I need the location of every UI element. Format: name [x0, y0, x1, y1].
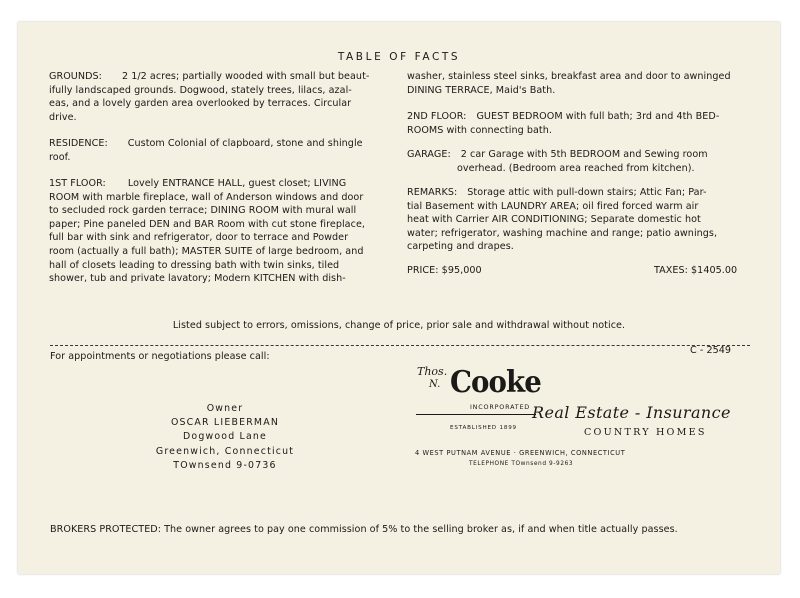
garage-label: GARAGE: — [407, 149, 451, 160]
remarks-line-3: heat with Carrier AIR CONDITIONING; Separate domestic hot — [407, 214, 701, 226]
owner-block — [130, 402, 320, 473]
agency-tagline: Real Estate - Insurance — [532, 403, 731, 422]
continued-section — [407, 70, 767, 97]
residence-line-2: roof. — [49, 151, 71, 163]
remarks-line-1: Storage attic with pull-down stairs; Attic Fan; Par- — [467, 187, 707, 198]
agency-initial: N. — [429, 379, 441, 390]
garage-section — [407, 148, 767, 175]
grounds-label: GROUNDS: — [49, 71, 102, 82]
appointments-text: For appointments or negotiations please call: — [50, 351, 270, 362]
grounds-line-2: ifully landscaped grounds. Dogwood, stately trees, lilacs, azal- — [49, 84, 352, 96]
first-floor-label: 1ST FLOOR: — [49, 178, 106, 189]
agency-block — [414, 365, 754, 485]
remarks-label: REMARKS: — [407, 187, 458, 198]
grounds-line-4: drive. — [49, 111, 77, 123]
first-floor-line-8: shower, tub and private lavatory; Modern KITCHEN with dish- — [49, 273, 346, 285]
first-floor-line-1: Lovely ENTRANCE HALL, guest closet; LIVING — [127, 178, 347, 189]
second-floor-section — [407, 110, 767, 137]
agency-incorporated: INCORPORATED — [470, 403, 530, 411]
second-floor-label: 2ND FLOOR: — [407, 111, 467, 122]
owner-name: OSCAR LIEBERMAN — [170, 417, 280, 429]
garage-line-1: 2 car Garage with 5th BEDROOM and Sewing room — [460, 149, 708, 160]
first-floor-line-6: room (actually a full bath); MASTER SUITE of large bedroom, and — [49, 245, 364, 257]
fact-sheet-card — [18, 22, 780, 574]
agency-phone: TELEPHONE TOwnsend 9-9263 — [469, 461, 574, 467]
owner-phone: TOwnsend 9-0736 — [173, 459, 277, 471]
continued-line-1: washer, stainless steel sinks, breakfast area and door to awninged — [407, 71, 731, 82]
agency-address: 4 WEST PUTNAM AVENUE · GREENWICH, CONNECTICUT — [415, 449, 626, 457]
page-title: TABLE OF FACTS — [337, 51, 461, 63]
residence-section — [49, 137, 409, 164]
grounds-line-1: 2 1/2 acres; partially wooded with small but beaut- — [121, 71, 370, 82]
first-floor-line-5: full bar with sink and refrigerator, door to terrace and Powder — [49, 232, 349, 244]
remarks-section — [407, 186, 767, 254]
grounds-section — [49, 70, 409, 124]
agency-country-homes: COUNTRY HOMES — [584, 427, 707, 438]
dashed-divider — [50, 345, 750, 346]
taxes-value: TAXES: $1405.00 — [654, 265, 738, 276]
disclaimer-text: Listed subject to errors, omissions, change of price, prior sale and withdrawal without notice. — [172, 320, 626, 331]
owner-label: Owner — [206, 403, 244, 414]
first-floor-section — [49, 177, 414, 286]
garage-line-2: overhead. (Bedroom area reached from kitchen). — [457, 162, 695, 174]
first-floor-line-4: paper; Pine paneled DEN and BAR Room with cut stone fireplace, — [49, 218, 365, 230]
second-floor-line-1: GUEST BEDROOM with full bath; 3rd and 4th BED- — [476, 111, 720, 122]
price-value: PRICE: $95,000 — [407, 265, 482, 276]
second-floor-line-2: ROOMS with connecting bath. — [407, 124, 552, 136]
agency-name-logo: Cooke — [450, 365, 541, 400]
brokers-note — [50, 523, 770, 537]
residence-label: RESIDENCE: — [49, 138, 108, 149]
first-floor-line-7: hall of closets leading to dressing bath with twin sinks, tiled — [49, 259, 340, 271]
remarks-line-4: water; refrigerator, washing machine and range; patio awnings, — [407, 227, 718, 239]
brokers-text: The owner agrees to pay one commission of 5% to the selling broker as, if and when title actually passes. — [164, 524, 678, 535]
continued-line-2: DINING TERRACE, Maid's Bath. — [407, 84, 556, 96]
reference-code: C - 2549 — [690, 345, 732, 356]
remarks-line-5: carpeting and drapes. — [407, 241, 514, 253]
agency-thos: Thos. — [417, 365, 448, 378]
grounds-line-3: eas, and a lovely garden area overlooked by terraces. Circular — [49, 98, 352, 110]
owner-town: Greenwich, Connecticut — [155, 445, 295, 457]
logo-underline — [416, 414, 536, 415]
owner-street: Dogwood Lane — [182, 431, 268, 443]
first-floor-line-2: ROOM with marble fireplace, wall of Anderson windows and door — [49, 191, 364, 203]
agency-established: ESTABLISHED 1899 — [450, 425, 517, 431]
remarks-line-2: tial Basement with LAUNDRY AREA; oil fired forced warm air — [407, 200, 699, 212]
first-floor-line-3: to secluded rock garden terrace; DINING ROOM with mural wall — [49, 205, 357, 217]
brokers-label: BROKERS PROTECTED: — [50, 524, 162, 535]
residence-line-1: Custom Colonial of clapboard, stone and shingle — [127, 138, 363, 149]
